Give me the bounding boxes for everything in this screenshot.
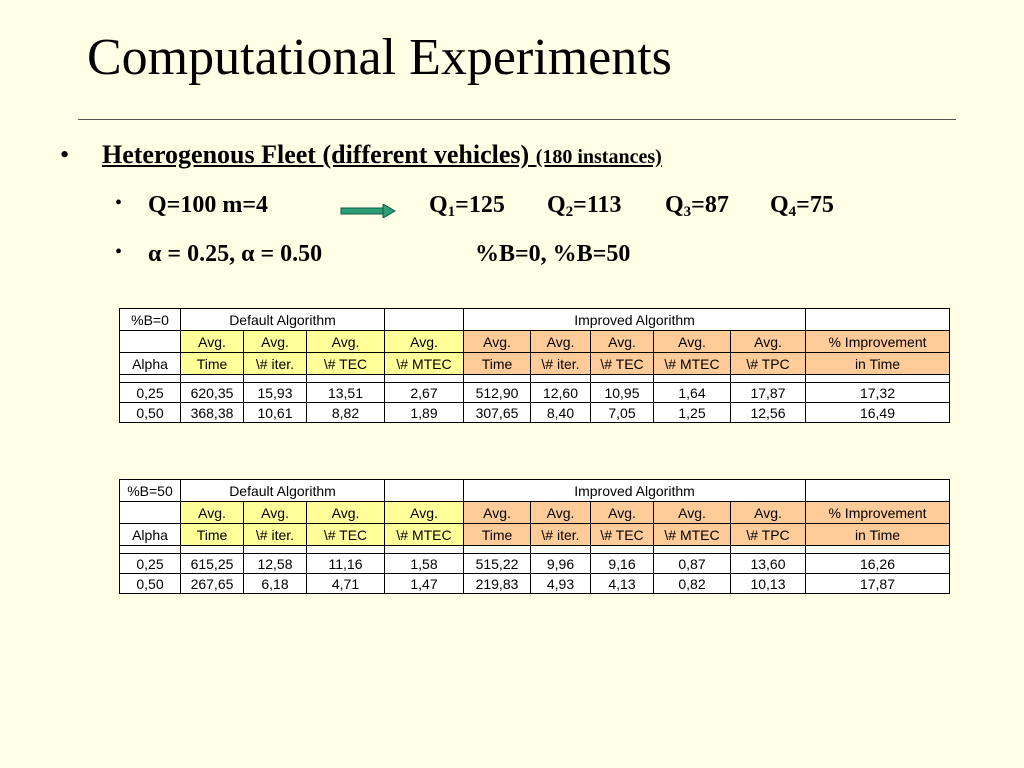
table-cell: 4,93 <box>531 574 591 594</box>
table-row <box>120 574 950 594</box>
q2-value: $Q_2=113$ <box>547 192 622 220</box>
table-cell: 12,60 <box>531 383 591 403</box>
backhaul-values: %B=0, %B=50 <box>475 241 631 267</box>
table-cell: 512,90 <box>464 383 531 403</box>
pct-improvement-header: % Improvement <box>806 331 950 353</box>
bullet-dot-icon: • <box>115 241 123 263</box>
avg-header: Avg. <box>244 502 307 524</box>
avg-header: Avg. <box>731 502 806 524</box>
table-cell: 1,89 <box>385 403 464 423</box>
improved-algorithm-header: Improved Algorithm <box>464 480 806 502</box>
table-row <box>120 403 950 423</box>
avg-header: Avg. <box>591 331 654 353</box>
table-cell: 8,82 <box>307 403 385 423</box>
tec-header: \# TEC <box>307 524 385 546</box>
table-cell: 4,13 <box>591 574 654 594</box>
table-cell: 0,25 <box>120 383 181 403</box>
avg-header: Avg. <box>181 502 244 524</box>
table-cell: 7,05 <box>591 403 654 423</box>
table-cell: 13,60 <box>731 554 806 574</box>
table-cell: 4,71 <box>307 574 385 594</box>
tec-header: \# TEC <box>591 353 654 375</box>
table-cell: 10,95 <box>591 383 654 403</box>
avg-header: Avg. <box>244 331 307 353</box>
avg-header: Avg. <box>654 331 731 353</box>
avg-header: Avg. <box>654 502 731 524</box>
avg-header: Avg. <box>385 502 464 524</box>
q4-value: $Q_4=75$ <box>770 192 834 220</box>
avg-header: Avg. <box>464 331 531 353</box>
table-cell: 12,58 <box>244 554 307 574</box>
table-cell: 615,25 <box>181 554 244 574</box>
time-header: Time <box>181 524 244 546</box>
bullet1-main: Heterogenous Fleet (different vehicles) <box>102 140 530 169</box>
table-cell: 9,96 <box>531 554 591 574</box>
table-cell: 9,16 <box>591 554 654 574</box>
iter-header: \# iter. <box>244 353 307 375</box>
table-cell: 0,25 <box>120 554 181 574</box>
table-cell: 8,40 <box>531 403 591 423</box>
q1-value: $Q_1=125$ <box>429 192 505 220</box>
table-cell: 17,87 <box>806 574 950 594</box>
tec-header: \# TEC <box>591 524 654 546</box>
capacity-left: Q=100 m=4 <box>148 192 269 218</box>
in-time-header: in Time <box>806 524 950 546</box>
table-cell: 307,65 <box>464 403 531 423</box>
avg-header: Avg. <box>531 331 591 353</box>
avg-header: Avg. <box>307 331 385 353</box>
table-cell: 1,47 <box>385 574 464 594</box>
mtec-header: \# MTEC <box>654 353 731 375</box>
table-row <box>120 383 950 403</box>
table-cell: 0,87 <box>654 554 731 574</box>
table-cell: 17,87 <box>731 383 806 403</box>
table-cell: 16,49 <box>806 403 950 423</box>
tpc-header: \# TPC <box>731 524 806 546</box>
avg-header: Avg. <box>531 502 591 524</box>
q3-value: $Q_3=87$ <box>665 192 729 220</box>
table-cell: 6,18 <box>244 574 307 594</box>
tpc-header: \# TPC <box>731 353 806 375</box>
improved-algorithm-header: Improved Algorithm <box>464 309 806 331</box>
alpha-header: Alpha <box>120 353 181 375</box>
pct-improvement-header: % Improvement <box>806 502 950 524</box>
table-row <box>120 554 950 574</box>
time-header: Time <box>464 524 531 546</box>
slide-title: Computational Experiments <box>87 29 672 86</box>
results-table-b0 <box>119 308 950 423</box>
table-cell: 0,50 <box>120 574 181 594</box>
table-cell: 267,65 <box>181 574 244 594</box>
table-cell: 12,56 <box>731 403 806 423</box>
iter-header: \# iter. <box>244 524 307 546</box>
avg-header: Avg. <box>385 331 464 353</box>
table-cell: 0,50 <box>120 403 181 423</box>
alpha-values: α = 0.25, α = 0.50 <box>148 241 323 267</box>
table-cell: 620,35 <box>181 383 244 403</box>
title-divider <box>78 119 956 120</box>
corner-label: %B=50 <box>120 480 181 502</box>
alpha-header: Alpha <box>120 524 181 546</box>
table-cell: 2,67 <box>385 383 464 403</box>
table-cell: 1,64 <box>654 383 731 403</box>
table-cell: 17,32 <box>806 383 950 403</box>
table-cell: 1,58 <box>385 554 464 574</box>
table-cell: 0,82 <box>654 574 731 594</box>
default-algorithm-header: Default Algorithm <box>181 480 385 502</box>
corner-label: %B=0 <box>120 309 181 331</box>
results-table-b50 <box>119 479 950 594</box>
avg-header: Avg. <box>464 502 531 524</box>
table-cell: 10,61 <box>244 403 307 423</box>
avg-header: Avg. <box>307 502 385 524</box>
tec-header: \# TEC <box>307 353 385 375</box>
mtec-header: \# MTEC <box>385 353 464 375</box>
table-cell: 368,38 <box>181 403 244 423</box>
right-arrow-icon <box>340 204 396 218</box>
bullet1-note: (180 instances) <box>535 146 662 168</box>
mtec-header: \# MTEC <box>385 524 464 546</box>
table-cell: 10,13 <box>731 574 806 594</box>
iter-header: \# iter. <box>531 524 591 546</box>
table-cell: 219,83 <box>464 574 531 594</box>
table-cell: 11,16 <box>307 554 385 574</box>
mtec-header: \# MTEC <box>654 524 731 546</box>
table-cell: 15,93 <box>244 383 307 403</box>
iter-header: \# iter. <box>531 353 591 375</box>
in-time-header: in Time <box>806 353 950 375</box>
time-header: Time <box>181 353 244 375</box>
default-algorithm-header: Default Algorithm <box>181 309 385 331</box>
bullet-dot-icon: • <box>115 192 123 214</box>
avg-header: Avg. <box>591 502 654 524</box>
avg-header: Avg. <box>181 331 244 353</box>
bullet-dot-icon: • <box>60 140 70 169</box>
table-cell: 13,51 <box>307 383 385 403</box>
table-cell: 16,26 <box>806 554 950 574</box>
table-cell: 515,22 <box>464 554 531 574</box>
time-header: Time <box>464 353 531 375</box>
avg-header: Avg. <box>731 331 806 353</box>
table-cell: 1,25 <box>654 403 731 423</box>
